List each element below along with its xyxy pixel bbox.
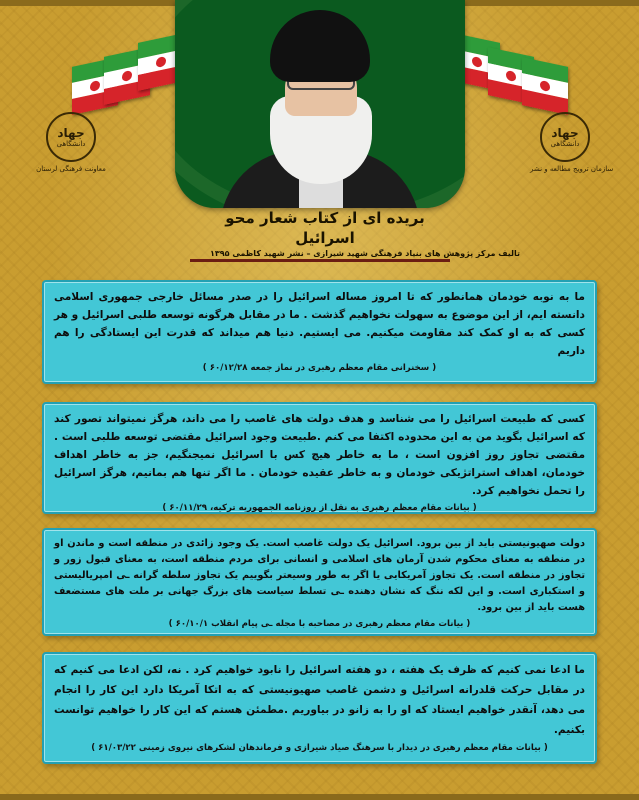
quote-source: ( بیانات مقام معظم رهبری در دیدار با سرهنگ صیاد شیرازی و فرماندهان لشکرهای نیروی زمینی ۶۱/۰۳/۲۲ ) [91, 743, 548, 753]
page-subtitle: تالیف مرکز پژوهش های بنیاد فرهنگی شهید شیرازی – نشر شهید کاظمی ۱۳۹۵ [210, 249, 521, 258]
title-block [210, 208, 521, 258]
quote-source: ( سخنرانی مقام معظم رهبری در نماز جمعه ۶۰/۱۲/۲۸ ) [202, 363, 437, 373]
logo-caption: معاونت فرهنگی لرستان [36, 165, 106, 173]
jahad-logo-right [530, 112, 614, 196]
quote-box [42, 402, 597, 514]
jahad-logo-left [36, 112, 106, 196]
jahad-emblem-icon [540, 112, 590, 162]
bottom-border [0, 794, 639, 800]
quote-source: ( بیانات مقام معظم رهبری به نقل از روزنامه الجمهوریه ترکیه، ۶۰/۱۱/۲۹ ) [162, 503, 477, 513]
quote-text: دولت صهیونیستی باید از بین برود. اسرائیل یک دولت غاصب است. یک وجود زائدی در منطقه است و ماندن او در منطقه به معنای محکوم شدن آرمان های اسلامی و انسانی برای مردم منطقه است، به معنای قبول زور و تجاوز در منطقه است. یک تجاوز آمریکایی یا اگر به طور وسیعتر بگوییم یک تجاوز سلطه گرانه ـی امپریالیستی و استکباری است. و این لکه ننگ که نشان دهنده ـی تسلط سیاست های بزرگ جهانی بر ملت های مستضعف هست باید از بین برود. [54, 538, 585, 613]
logo-subtitle: دانشگاهی [550, 139, 580, 148]
jahad-emblem-icon [46, 112, 96, 162]
quote-box [42, 528, 597, 636]
logo-subtitle: دانشگاهی [56, 139, 86, 148]
logo-caption: سازمان ترویج مطالعه و نشر [530, 165, 614, 173]
leader-portrait [175, 0, 465, 208]
quote-text: کسی که طبیعت اسرائیل را می شناسد و هدف دولت های غاصب را می داند، هرگز نمیتواند تصور کند که اسرائیل بگوید من به این محدوده اکتفا می کنم .طبیعت وجود اسرائیل مقتضی توسعه طلبی است . مقتضی تجاوز روز افزون است ، ما به خاطر هیچ کس با اسرائیل نمیجنگیم، جز به خاطر اهداف خودمان، اهداف استراتژیکی خودمان و به خاطر عقیده خودمان . ما اگر تنها هم بمانیم، هرگز اسرائیل را تحمل نخواهیم کرد. [54, 413, 585, 497]
quote-box [42, 652, 597, 764]
quote-source: ( بیانات مقام معظم رهبری در مصاحبه با مجله ـی پیام انقلاب ۶۰/۱۰/۱ ) [168, 619, 471, 629]
title-divider [190, 259, 450, 262]
page-title: بریده ای از کتاب شعار محو اسرائیل [225, 209, 425, 247]
iran-flag-icon [522, 57, 568, 115]
logo-title: جهاد [551, 125, 579, 140]
quote-text: ما به نوبه خودمان همانطور که تا امروز مساله اسرائیل را در صدر مسائل خارجی جمهوری اسلامی دانسته ایم، از این موضوع به سهولت نخواهیم گذشت . ما در مقابل هرگونه توسعه طلبی اسرائیل و هر کسی که به او کمک کند مقاومت میکنیم. می ایستیم. دنیا هم میداند که قدرت این ایستادگی را هم داریم [54, 291, 585, 357]
quote-text: ما ادعا نمی کنیم که ظرف یک هفته ، دو هفته اسرائیل را نابود خواهیم کرد . نه، لکن ادعا می کنیم که در مقابل حرکت قلدرانه اسرائیل و دشمن غاصب صهیونیستی که به اتکا آمریکا دارد این کار را انجام می دهد، آنقدر خواهیم ایستاد که او را به زانو در بیاوریم .مطمئن هستم که این کار را خواهیم توانست بکنیم. [54, 664, 585, 736]
logo-title: جهاد [57, 125, 85, 140]
quote-box [42, 280, 597, 384]
